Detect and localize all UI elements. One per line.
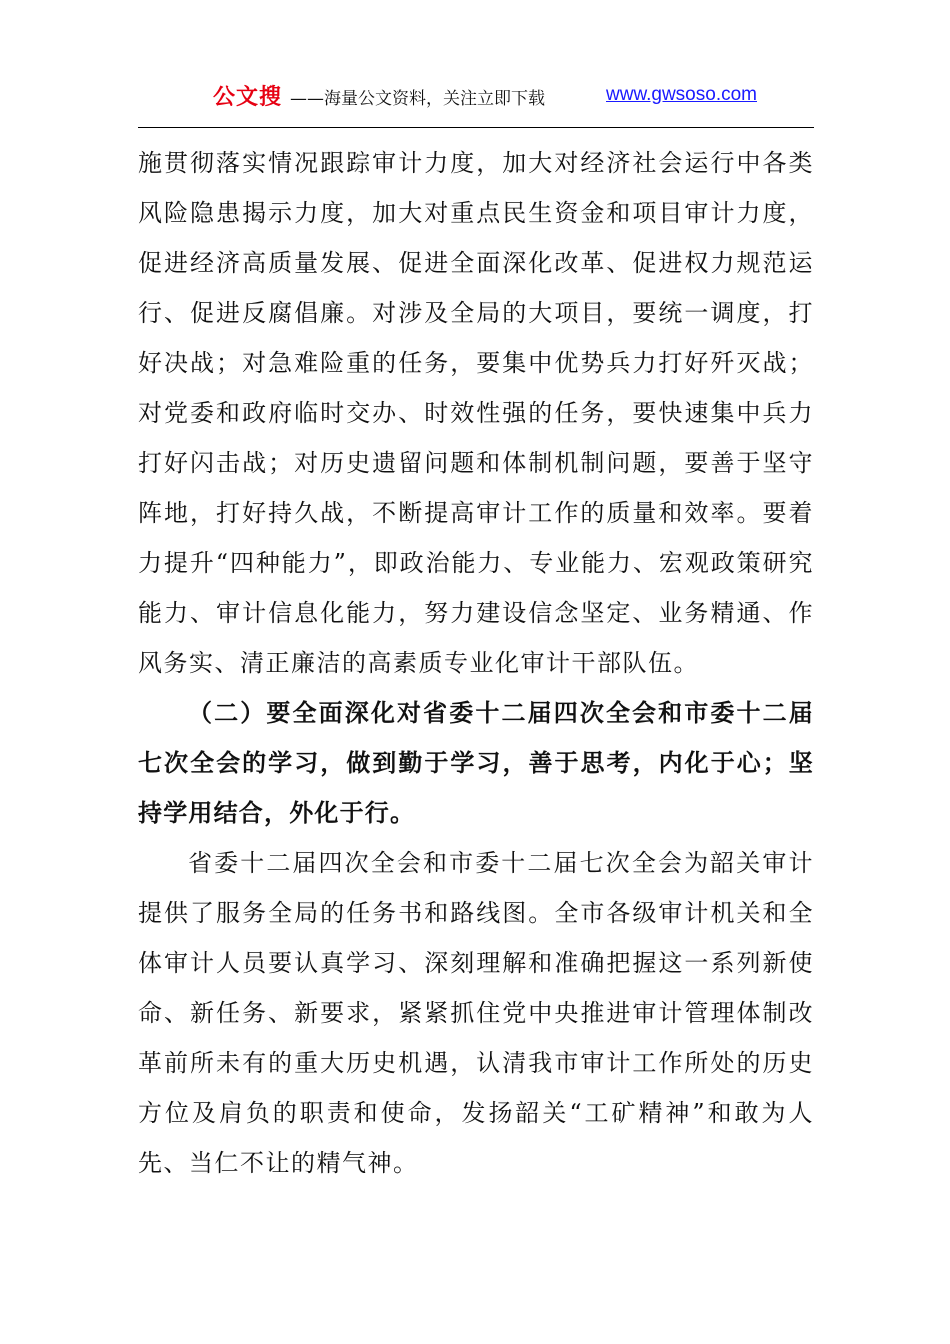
body-paragraph-2: 省委十二届四次全会和市委十二届七次全会为韶关审计提供了服务全局的任务书和路线图。全市各级审计机关和全体审计人员要认真学习、深刻理解和准确把握这一系列新使命、新任务、新要求，紧紧抓住党中央推进审计管理体制改革前所未有的重大历史机遇，认清我市审计工作所处的历史方位及肩负的职责和使命，发扬韶关“工矿精神”和敢为人先、当仁不让的精气神。: [138, 849, 814, 1177]
section-heading-2: （二）要全面深化对省委十二届四次全会和市委十二届七次全会的学习，做到勤于学习，善于思考，内化于心；坚持学用结合，外化于行。: [138, 699, 814, 827]
page-header: [138, 78, 814, 114]
document-body: [138, 138, 814, 1188]
brand-logo-text: 公文搜: [213, 85, 283, 110]
body-paragraph-1: 施贯彻落实情况跟踪审计力度，加大对经济社会运行中各类风险隐患揭示力度，加大对重点民生资金和项目审计力度，促进经济高质量发展、促进全面深化改革、促进权力规范运行、促进反腐倡廉。对涉及全局的大项目，要统一调度，打好决战；对急难险重的任务，要集中优势兵力打好歼灭战；对党委和政府临时交办、时效性强的任务，要快速集中兵力打好闪击战；对历史遗留问题和体制机制问题，要善于坚守阵地，打好持久战，不断提高审计工作的质量和效率。要着力提升“四种能力”，即政治能力、专业能力、宏观政策研究能力、审计信息化能力，努力建设信念坚定、业务精通、作风务实、清正廉洁的高素质专业化审计干部队伍。: [138, 149, 814, 677]
header-tagline: ——海量公文资料，关注立即下载: [290, 89, 545, 109]
header-divider: [138, 127, 814, 128]
header-url-link[interactable]: www.gwsoso.com: [606, 84, 757, 105]
